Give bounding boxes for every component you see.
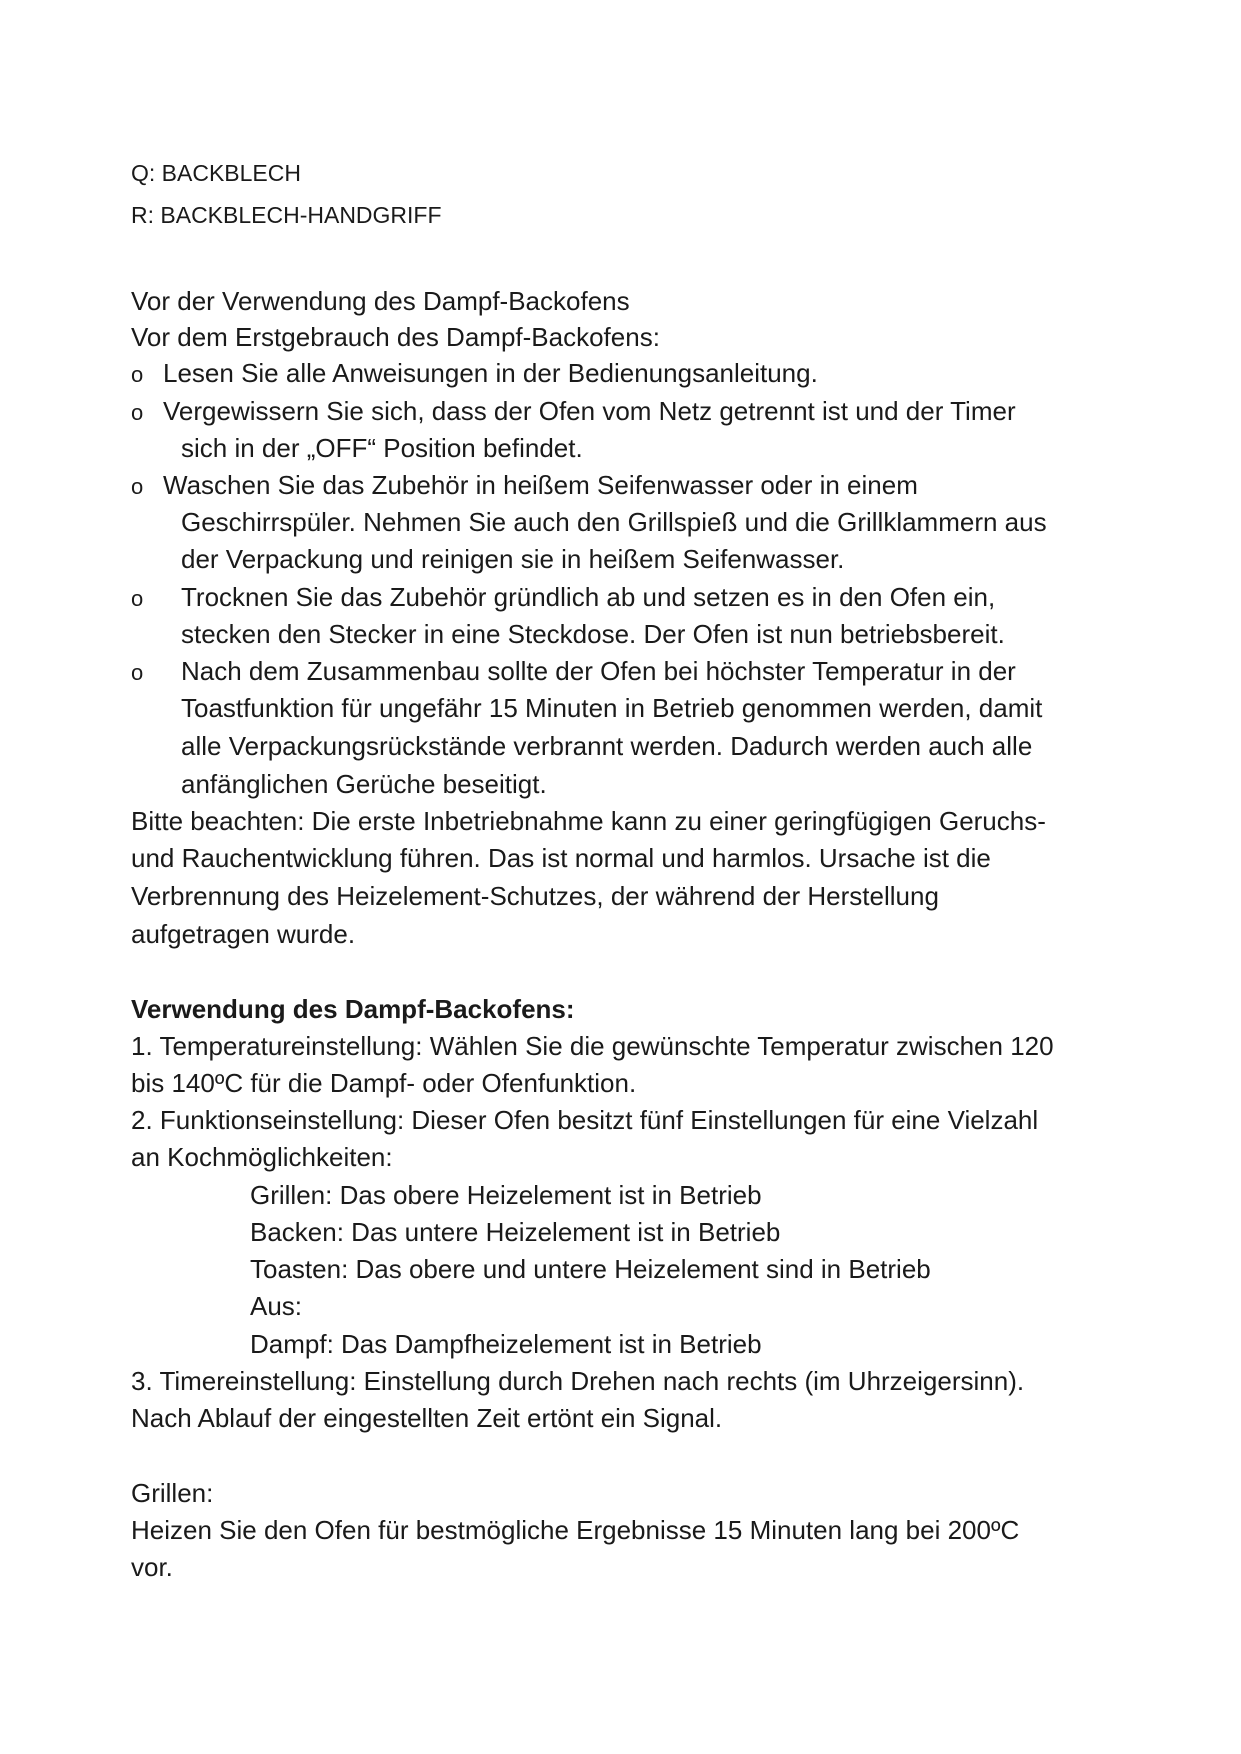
step-text: an Kochmöglichkeiten: <box>131 1142 393 1172</box>
function-item: Grillen: Das obere Heizelement ist in Betrieb <box>250 1180 762 1210</box>
section-subtitle: Vor dem Erstgebrauch des Dampf-Backofens: <box>131 322 660 352</box>
function-item: Backen: Das untere Heizelement ist in Betrieb <box>250 1217 781 1247</box>
bullet-marker: o <box>131 400 144 425</box>
note-text: aufgetragen wurde. <box>131 919 356 949</box>
bullet-text: alle Verpackungsrückstände verbrannt werden. Dadurch werden auch alle <box>181 731 1033 761</box>
bullet-marker: o <box>131 474 144 499</box>
bullet-marker: o <box>131 586 144 611</box>
usage-heading: Verwendung des Dampf-Backofens: <box>131 994 575 1024</box>
step-text: Nach Ablauf der eingestellten Zeit ertönt ein Signal. <box>131 1403 723 1433</box>
note-text: Verbrennung des Heizelement-Schutzes, der während der Herstellung <box>131 881 939 911</box>
bullet-text: anfänglichen Gerüche beseitigt. <box>181 769 547 799</box>
step-text: 3. Timereinstellung: Einstellung durch Drehen nach rechts (im Uhrzeigersinn). <box>131 1366 1025 1396</box>
bullet-text: Lesen Sie alle Anweisungen in der Bedienungsanleitung. <box>163 358 818 388</box>
step-text: 1. Temperatureinstellung: Wählen Sie die gewünschte Temperatur zwischen 120 <box>131 1031 1054 1061</box>
label-q: Q: BACKBLECH <box>131 160 301 186</box>
bullet-text: Toastfunktion für ungefähr 15 Minuten in Betrieb genommen werden, damit <box>181 693 1043 723</box>
note-text: Bitte beachten: Die erste Inbetriebnahme kann zu einer geringfügigen Geruchs- <box>131 806 1046 836</box>
grill-text: vor. <box>131 1552 173 1582</box>
bullet-text: stecken den Stecker in eine Steckdose. Der Ofen ist nun betriebsbereit. <box>181 619 1005 649</box>
function-item: Dampf: Das Dampfheizelement ist in Betrieb <box>250 1329 762 1359</box>
bullet-text: Nach dem Zusammenbau sollte der Ofen bei höchster Temperatur in der <box>181 656 1016 686</box>
bullet-marker: o <box>131 362 144 387</box>
grill-text: Heizen Sie den Ofen für bestmögliche Ergebnisse 15 Minuten lang bei 200ºC <box>131 1515 1020 1545</box>
bullet-text: sich in der „OFF“ Position befindet. <box>181 433 583 463</box>
bullet-text: der Verpackung und reinigen sie in heißem Seifenwasser. <box>181 544 845 574</box>
bullet-marker: o <box>131 660 144 685</box>
bullet-text: Geschirrspüler. Nehmen Sie auch den Grillspieß und die Grillklammern aus <box>181 507 1047 537</box>
step-text: bis 140ºC für die Dampf- oder Ofenfunktion. <box>131 1068 637 1098</box>
grill-heading: Grillen: <box>131 1478 214 1508</box>
section-title: Vor der Verwendung des Dampf-Backofens <box>131 286 630 316</box>
bullet-text: Trocknen Sie das Zubehör gründlich ab und setzen es in den Ofen ein, <box>181 582 996 612</box>
function-item: Aus: <box>250 1291 303 1321</box>
bullet-text: Vergewissern Sie sich, dass der Ofen vom Netz getrennt ist und der Timer <box>163 396 1016 426</box>
function-item: Toasten: Das obere und untere Heizelement sind in Betrieb <box>250 1254 931 1284</box>
step-text: 2. Funktionseinstellung: Dieser Ofen besitzt fünf Einstellungen für eine Vielzahl <box>131 1105 1039 1135</box>
bullet-text: Waschen Sie das Zubehör in heißem Seifenwasser oder in einem <box>163 470 918 500</box>
label-r: R: BACKBLECH-HANDGRIFF <box>131 202 442 228</box>
note-text: und Rauchentwicklung führen. Das ist normal und harmlos. Ursache ist die <box>131 843 991 873</box>
